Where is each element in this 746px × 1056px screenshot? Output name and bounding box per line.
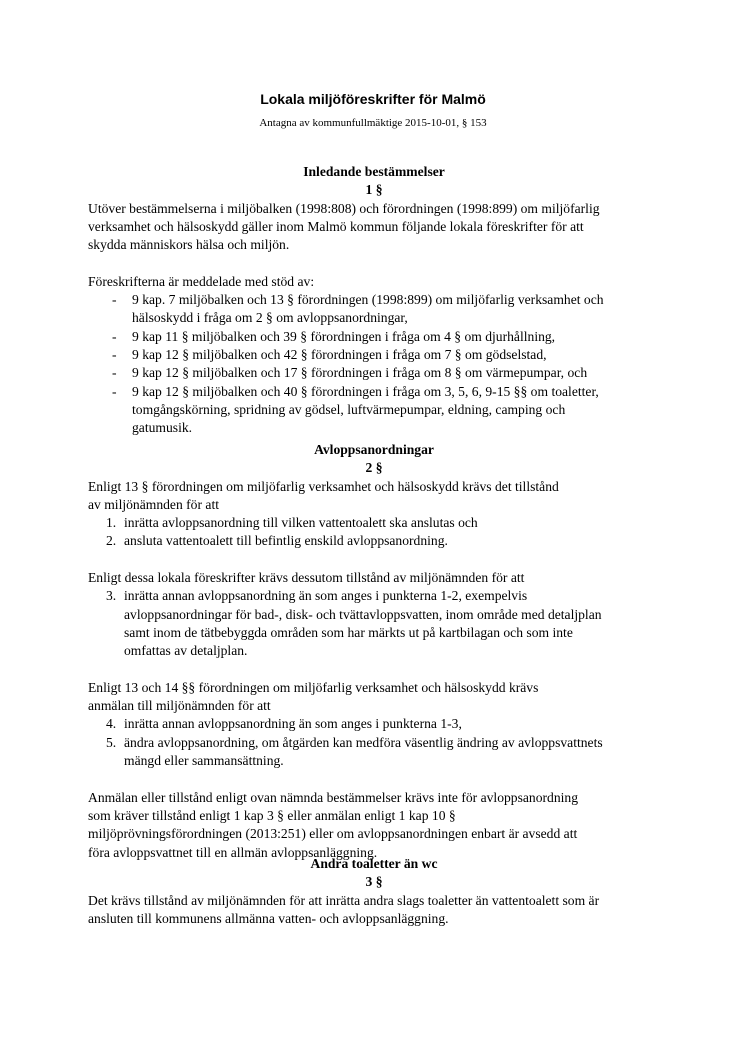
numbered-list xyxy=(88,514,668,551)
paragraph-text: Utöver bestämmelserna i miljöbalken (1998:808) och förordningen (1998:899) om miljöfarlig verksamhet och hälsoskydd gäller inom Malmö kommun följande lokala föreskrifter för att skydda människors hälsa och miljön. xyxy=(88,200,600,253)
paragraph-text: Enligt 13 § förordningen om miljöfarlig verksamhet och hälsoskydd krävs det tillstånd av miljönämnden för att xyxy=(88,478,559,512)
paragraph-text: Föreskrifterna är meddelade med stöd av: xyxy=(88,273,315,289)
paragraph-text: Anmälan eller tillstånd enligt ovan nämnda bestämmelser krävs inte för avloppsanordning som kräver tillstånd enligt 1 kap 3 § eller anmälan enligt 1 kap 10 § miljöprövningsförordningen (2013:251) eller om avloppsanordningen enbart är avsedd att föra avloppsvattnet till en allmän avloppsanläggning. xyxy=(88,789,578,860)
list-item: 1. inrätta avloppsanordning till vilken vattentoalett ska anslutas och xyxy=(106,515,478,531)
paragraph-number: 2 § xyxy=(365,460,383,476)
paragraph-text: Enligt dessa lokala föreskrifter krävs dessutom tillstånd av miljönämnden för att xyxy=(88,570,525,586)
section-avloppsanordningar xyxy=(88,441,668,862)
section-heading: Andra toaletter än wc xyxy=(310,856,438,871)
paragraph-number: 1 § xyxy=(365,182,383,198)
section-heading: Avloppsanordningar xyxy=(314,442,434,457)
document-subtitle: Antagna av kommunfullmäktige 2015-10-01, § 153 xyxy=(259,117,487,129)
section-heading: Inledande bestämmelser xyxy=(303,164,445,179)
paragraph-number: 3 § xyxy=(365,874,383,890)
section-inledande xyxy=(88,163,668,437)
list-item: 2. ansluta vattentoalett till befintlig enskild avloppsanordning. xyxy=(106,533,448,549)
list-item: - 9 kap 12 § miljöbalken och 17 § förordningen i fråga om 8 § om värmepumpar, och xyxy=(112,365,588,381)
paragraph-text: Enligt 13 och 14 §§ förordningen om miljöfarlig verksamhet och hälsoskydd krävs anmälan till miljönämnden för att xyxy=(88,679,539,714)
paragraph-text: Det krävs tillstånd av miljönämnden för att inrätta andra slags toaletter än vattentoalett som är ansluten till kommunens allmänna vatten- och avloppsanläggning. xyxy=(88,892,600,926)
list-item: - 9 kap 12 § miljöbalken och 40 § förordningen i fråga om 3, 5, 6, 9-15 §§ om toaletter, tomgångskörning, spridning av gödsel, luftvärmepumpar, eldning, camping och gatumusik. xyxy=(112,383,599,436)
list-item: 3. inrätta annan avloppsanordning än som anges i punkterna 1-2, exempelvis avloppsanordningar för bad-, disk- och tvättavloppsvatten, inom område med detaljplan samt inom de tätbebyggda områden som har märkts ut på kartbilagan och som inte omfattas av detaljplan. xyxy=(106,588,602,659)
section-andra-toaletter xyxy=(88,855,668,928)
list-item: - 9 kap. 7 miljöbalken och 13 § förordningen (1998:899) om miljöfarlig verksamhet och hälsoskydd i fråga om 2 § om avloppsanordningar, xyxy=(112,292,604,326)
legal-basis-list xyxy=(88,291,668,437)
numbered-list xyxy=(88,587,668,660)
document-title: Lokala miljöföreskrifter för Malmö xyxy=(260,91,486,107)
list-item: - 9 kap 11 § miljöbalken och 39 § förordningen i fråga om 4 § om djurhållning, xyxy=(112,328,556,344)
list-item: 5. ändra avloppsanordning, om åtgärden kan medföra väsentlig ändring av avloppsvattnets mängd eller sammansättning. xyxy=(106,734,603,769)
list-item: 4. inrätta annan avloppsanordning än som anges i punkterna 1-3, xyxy=(106,716,462,732)
list-item: - 9 kap 12 § miljöbalken och 42 § förordningen i fråga om 7 § om gödselstad, xyxy=(112,346,547,362)
numbered-list xyxy=(88,715,668,770)
